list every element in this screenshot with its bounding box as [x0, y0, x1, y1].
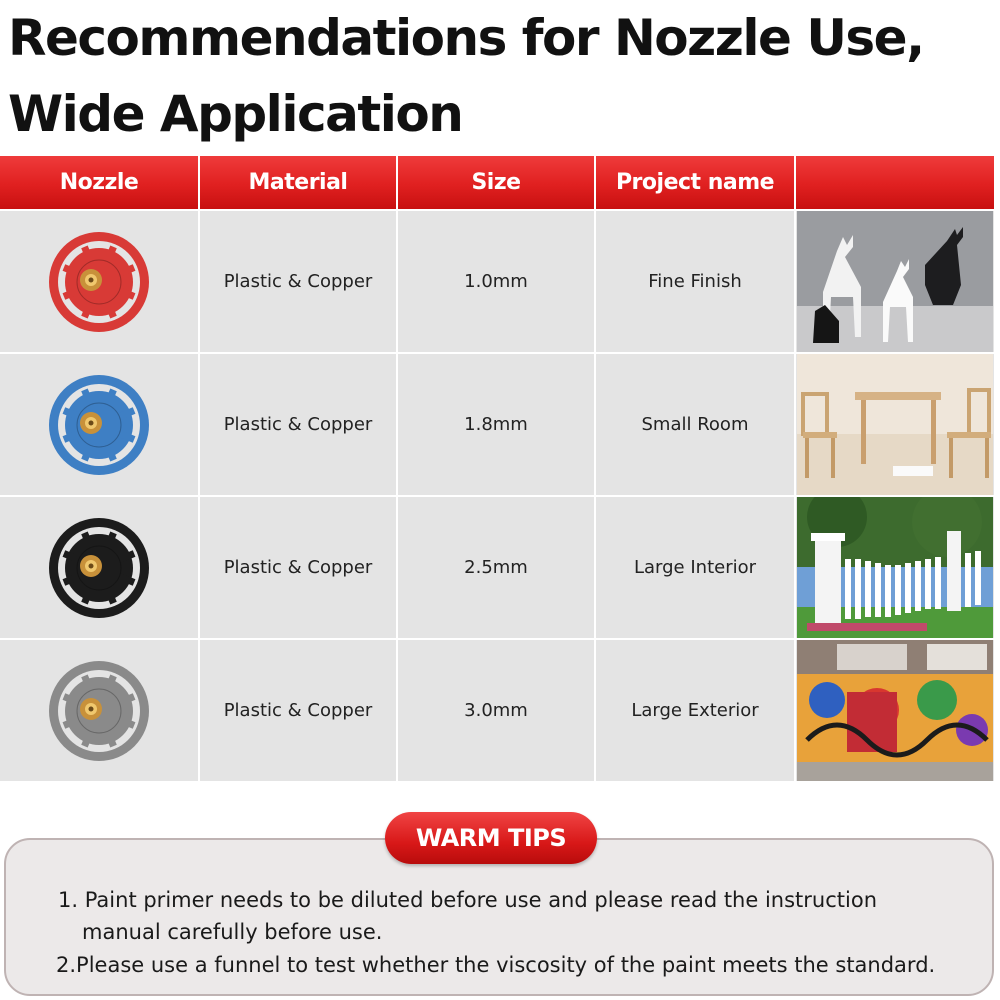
black-nozzle-icon — [44, 513, 154, 623]
material-cell: Plastic & Copper — [200, 640, 396, 781]
deer-statues-image — [797, 211, 993, 352]
nozzle-cell — [0, 211, 198, 352]
title-line-1: Recommendations for Nozzle Use, — [8, 9, 924, 67]
graffiti-mural-image — [797, 640, 993, 781]
tip-1 — [58, 884, 958, 948]
gray-nozzle-icon — [44, 656, 154, 766]
header-size: Size — [398, 156, 594, 209]
project-cell: Fine Finish — [596, 211, 794, 352]
nozzle-cell — [0, 497, 198, 638]
table-header-row — [0, 156, 1000, 209]
picket-fence-image — [797, 497, 993, 638]
table-row — [0, 497, 1000, 638]
size-cell: 2.5mm — [398, 497, 594, 638]
table-chairs-image — [797, 354, 993, 495]
project-cell: Large Exterior — [596, 640, 794, 781]
header-material: Material — [200, 156, 396, 209]
tip-2: 2.Please use a funnel to test whether the viscosity of the paint meets the standard. — [56, 953, 936, 977]
header-photo — [796, 156, 994, 209]
material-cell: Plastic & Copper — [200, 497, 396, 638]
nozzle-table — [0, 156, 1000, 781]
table-row — [0, 211, 1000, 352]
project-cell: Small Room — [596, 354, 794, 495]
table-row — [0, 354, 1000, 495]
table-row — [0, 640, 1000, 781]
tip-1-line-1: 1. Paint primer needs to be diluted before use and please read the instruction — [58, 888, 877, 912]
nozzle-cell — [0, 354, 198, 495]
blue-nozzle-icon — [44, 370, 154, 480]
photo-cell — [796, 640, 994, 781]
photo-cell — [796, 211, 994, 352]
title-line-2: Wide Application — [8, 85, 463, 143]
material-cell: Plastic & Copper — [200, 211, 396, 352]
nozzle-cell — [0, 640, 198, 781]
tip-1-line-2: manual carefully before use. — [82, 920, 383, 944]
photo-cell — [796, 354, 994, 495]
size-cell: 3.0mm — [398, 640, 594, 781]
material-cell: Plastic & Copper — [200, 354, 396, 495]
page-title — [8, 0, 988, 152]
header-project-name: Project name — [596, 156, 794, 209]
photo-cell — [796, 497, 994, 638]
size-cell: 1.8mm — [398, 354, 594, 495]
red-nozzle-icon — [44, 227, 154, 337]
size-cell: 1.0mm — [398, 211, 594, 352]
project-cell: Large Interior — [596, 497, 794, 638]
warm-tips-badge: WARM TIPS — [385, 812, 597, 864]
header-nozzle: Nozzle — [0, 156, 198, 209]
